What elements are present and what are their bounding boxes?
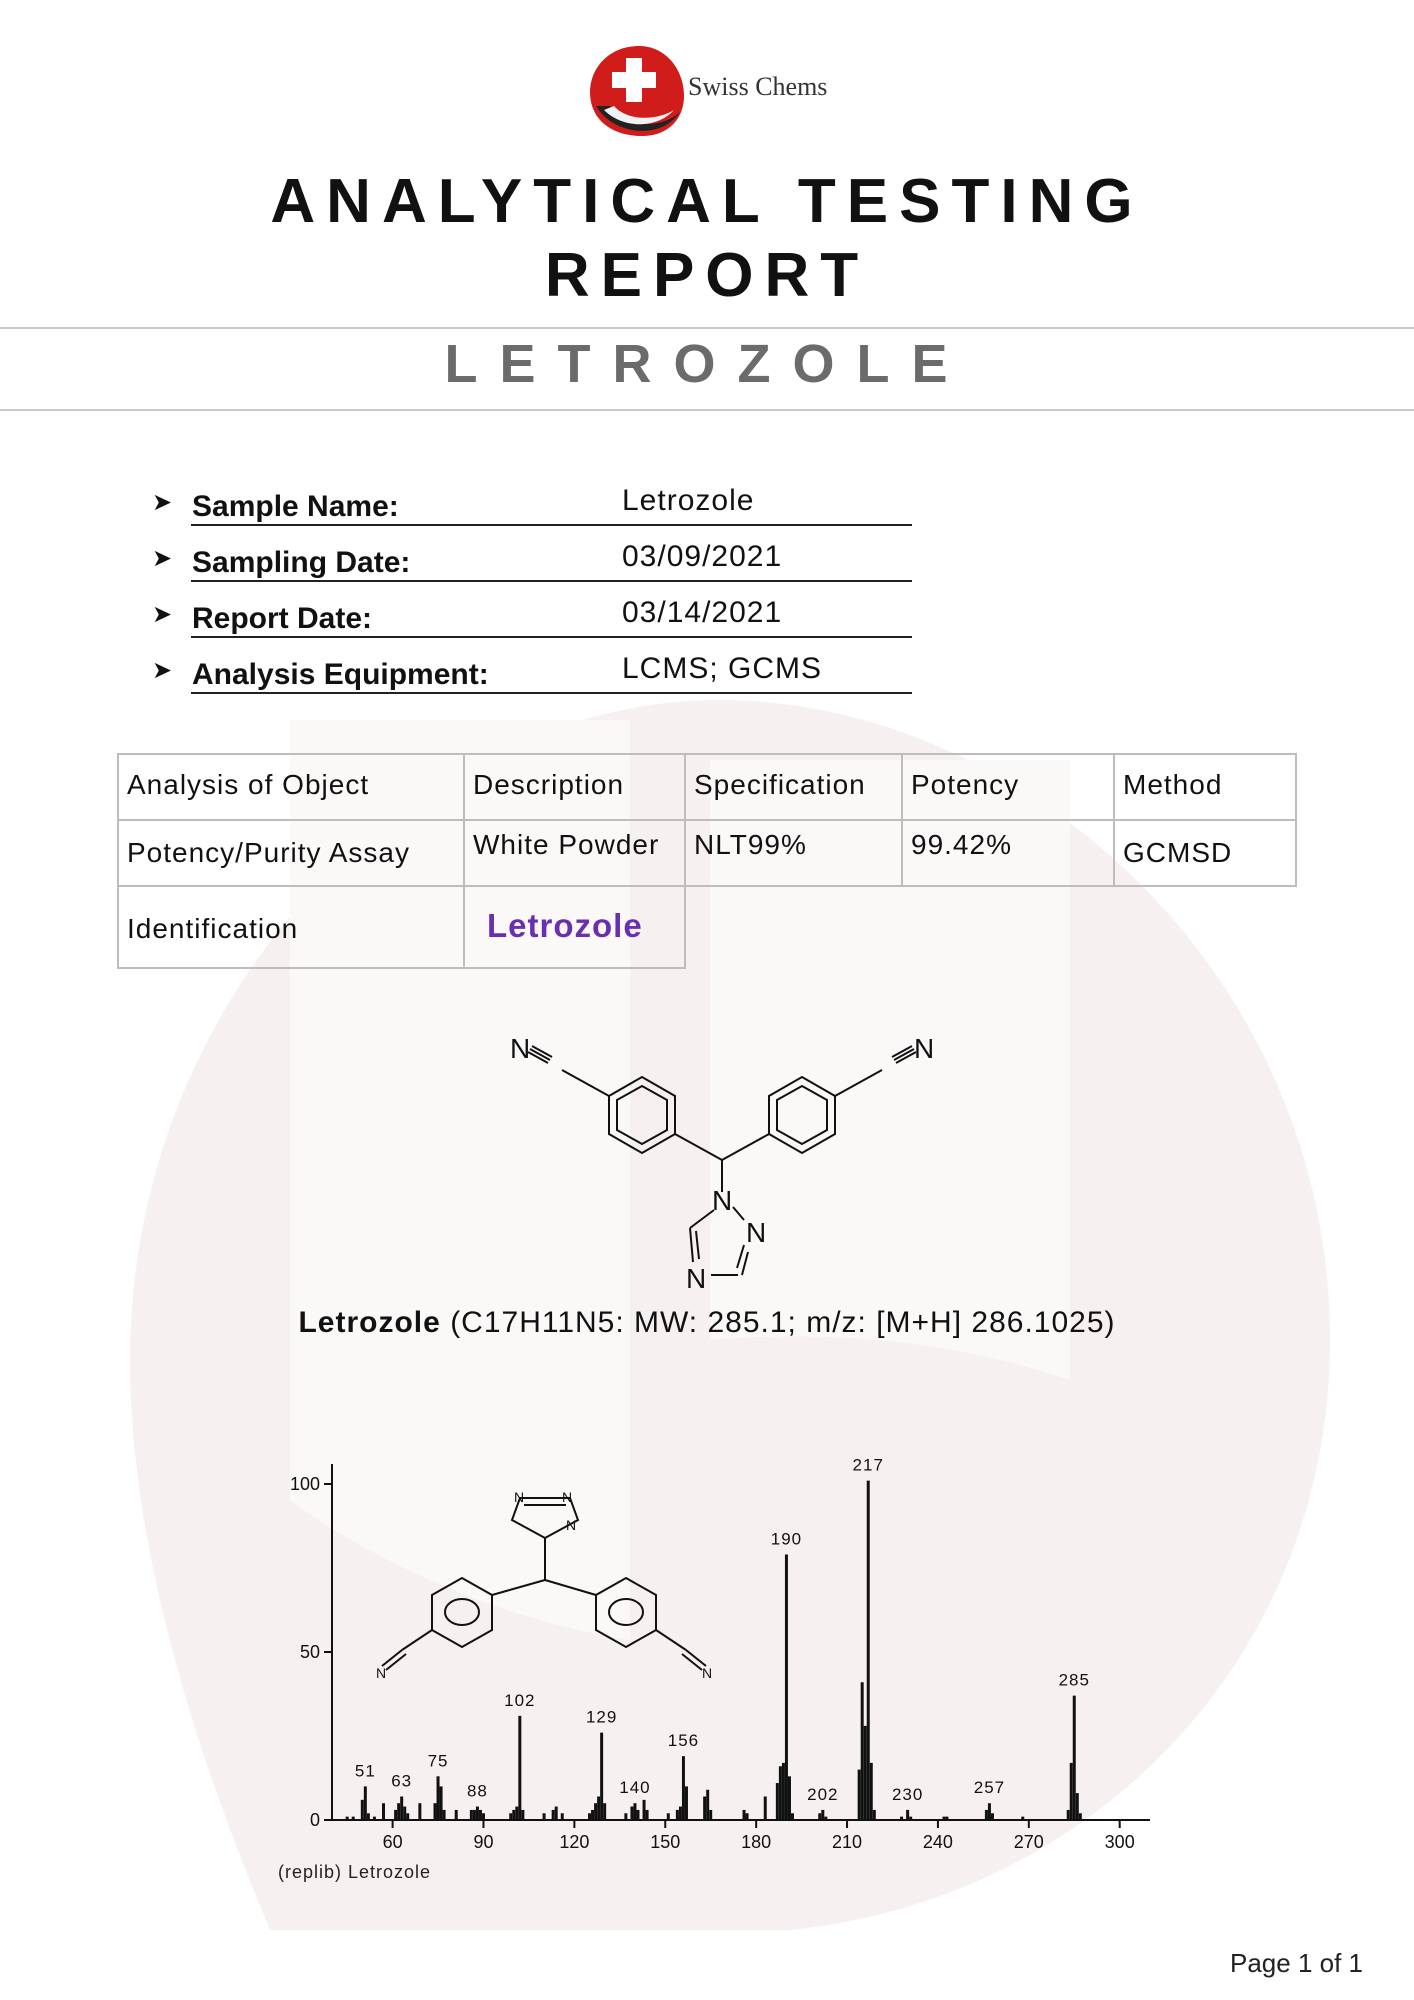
info-label: Sample Name: bbox=[192, 490, 399, 523]
brand-name: Swiss Chems bbox=[688, 72, 828, 101]
inset-atom-label: N bbox=[376, 1665, 387, 1681]
atom-label: N bbox=[712, 1185, 733, 1216]
table-header-cell: Potency bbox=[901, 753, 1115, 821]
y-tick-label: 0 bbox=[309, 1810, 320, 1830]
formula-details: (C17H11N5: MW: 285.1; m/z: [M+H] 286.1025) bbox=[450, 1306, 1116, 1339]
info-label: Report Date: bbox=[192, 602, 373, 635]
peak-label: 190 bbox=[770, 1529, 803, 1549]
x-tick-label: 270 bbox=[1013, 1832, 1044, 1852]
peak-label: 202 bbox=[807, 1784, 839, 1804]
inset-structure bbox=[382, 1498, 706, 1670]
atom-label: N bbox=[686, 1263, 707, 1294]
x-tick-label: 210 bbox=[832, 1832, 863, 1852]
info-value: 03/09/2021 bbox=[622, 540, 783, 573]
inset-atom-label: N bbox=[566, 1517, 577, 1533]
x-tick-label: 150 bbox=[650, 1832, 681, 1852]
formula-name: Letrozole bbox=[298, 1306, 441, 1339]
table-header-cell: Description bbox=[463, 753, 686, 821]
info-value: LCMS; GCMS bbox=[622, 652, 823, 685]
arrow-bullet-icon: ➤ bbox=[152, 489, 173, 516]
peak-label: 257 bbox=[973, 1778, 1006, 1798]
x-tick-label: 120 bbox=[559, 1832, 590, 1852]
atom-label: N bbox=[914, 1033, 935, 1064]
atom-label: N bbox=[746, 1217, 767, 1248]
peak-label: 63 bbox=[391, 1771, 413, 1791]
info-row-sample-name bbox=[152, 482, 912, 526]
peak-label: 88 bbox=[466, 1781, 488, 1801]
info-label: Analysis Equipment: bbox=[192, 658, 489, 691]
swiss-chems-logo bbox=[584, 40, 694, 140]
mass-spectrum-chart bbox=[270, 1420, 1170, 1870]
peak-label: 217 bbox=[852, 1455, 884, 1475]
peak-label: 230 bbox=[891, 1784, 924, 1804]
inset-atom-label: N bbox=[702, 1665, 713, 1681]
info-value: Letrozole bbox=[622, 484, 755, 517]
y-tick-label: 50 bbox=[299, 1642, 320, 1662]
peak-label: 75 bbox=[427, 1751, 449, 1771]
table-cell: NLT99% bbox=[684, 819, 903, 887]
atom-label: N bbox=[510, 1033, 531, 1064]
table-header-cell: Method bbox=[1113, 753, 1297, 821]
peak-label: 129 bbox=[585, 1707, 618, 1727]
product-title: LETROZOLE bbox=[444, 334, 970, 394]
info-underline bbox=[191, 636, 912, 638]
peak-label: 102 bbox=[504, 1690, 536, 1710]
x-tick-label: 180 bbox=[741, 1832, 772, 1852]
y-tick-label: 100 bbox=[289, 1474, 320, 1494]
x-tick-label: 60 bbox=[382, 1832, 403, 1852]
report-title-line-1: ANALYTICAL TESTING bbox=[270, 167, 1144, 236]
info-row-report-date bbox=[152, 594, 912, 638]
report-title-line-2: REPORT bbox=[544, 241, 870, 310]
arrow-bullet-icon: ➤ bbox=[152, 657, 173, 684]
peak-label: 140 bbox=[619, 1778, 651, 1798]
peak-label: 285 bbox=[1058, 1670, 1090, 1690]
table-cell: White Powder bbox=[463, 819, 686, 887]
info-underline bbox=[191, 692, 912, 694]
peak-label: 156 bbox=[667, 1731, 700, 1751]
identification-value: Letrozole bbox=[463, 885, 686, 969]
info-row-sampling-date bbox=[152, 538, 912, 582]
table-cell: GCMSD bbox=[1113, 819, 1297, 887]
page-number: Page 1 of 1 bbox=[1230, 1948, 1363, 1978]
info-underline bbox=[191, 580, 912, 582]
table-cell: 99.42% bbox=[901, 819, 1115, 887]
letrozole-structure bbox=[490, 1020, 950, 1300]
x-tick-label: 240 bbox=[922, 1832, 953, 1852]
table-cell: Potency/Purity Assay bbox=[117, 819, 465, 887]
x-tick-label: 90 bbox=[473, 1832, 494, 1852]
table-header-cell: Analysis of Object bbox=[117, 753, 465, 821]
info-underline bbox=[191, 524, 912, 526]
inset-atom-label: N bbox=[514, 1489, 525, 1505]
info-row-analysis-equipment bbox=[152, 650, 912, 694]
report-title bbox=[0, 165, 1414, 313]
table-header-cell: Specification bbox=[684, 753, 903, 821]
identification-label: Identification bbox=[117, 885, 465, 969]
divider-top bbox=[0, 327, 1414, 329]
arrow-bullet-icon: ➤ bbox=[152, 545, 173, 572]
formula-line bbox=[0, 1306, 1414, 1340]
arrow-bullet-icon: ➤ bbox=[152, 601, 173, 628]
peak-label: 51 bbox=[354, 1761, 376, 1781]
info-value: 03/14/2021 bbox=[622, 596, 783, 629]
x-tick-label: 300 bbox=[1104, 1832, 1135, 1852]
info-label: Sampling Date: bbox=[192, 546, 411, 579]
divider-bottom bbox=[0, 409, 1414, 411]
inset-atom-label: N bbox=[562, 1489, 573, 1505]
spectrum-caption: (replib) Letrozole bbox=[278, 1862, 432, 1882]
